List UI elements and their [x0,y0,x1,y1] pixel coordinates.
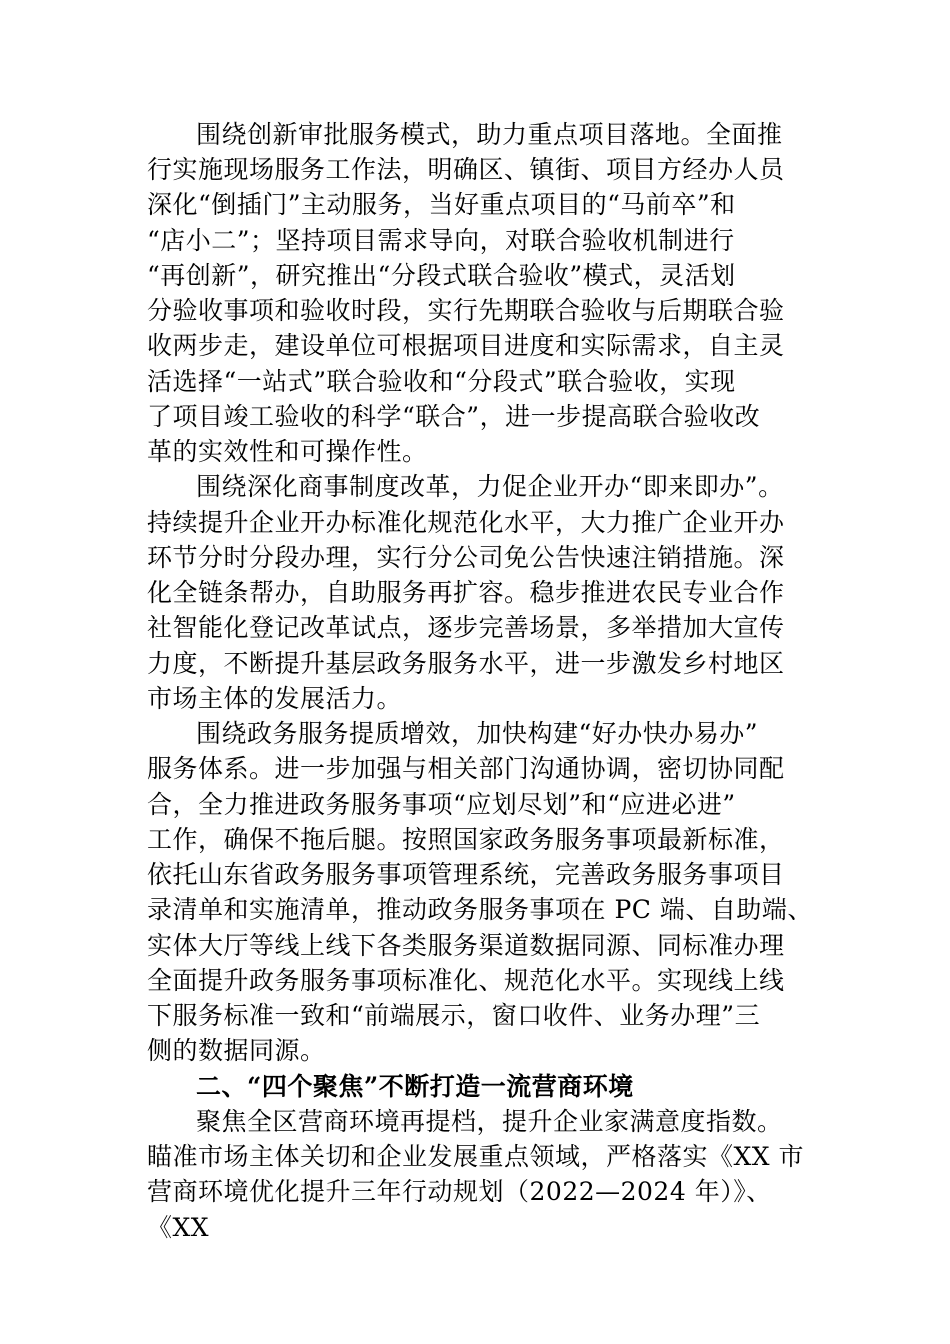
paragraph-2-line-4: 化全链条帮办，自助服务再扩容。稳步推进农民专业合作 [147,578,785,607]
paragraph-3-line-9: 下服务标准一致和“前端展示，窗口收件、业务办理”三 [147,1001,761,1030]
paragraph-3-line-4: 工作，确保不拖后腿。按照国家政务服务事项最新标准， [147,825,785,854]
paragraph-3-line-10: 侧的数据同源。 [147,1036,326,1065]
paragraph-3-line-3: 合，全力推进政务服务事项“应划尽划”和“应进必进” [147,790,736,819]
paragraph-1-line-1: 围绕创新审批服务模式，助力重点项目落地。全面推 [196,120,783,149]
paragraph-2-line-3: 环节分时分段办理，实行分公司免公告快速注销措施。深 [147,543,785,572]
paragraph-3-line-1: 围绕政务服务提质增效，加快构建“好办快办易办” [196,719,759,748]
paragraph-4-line-3: 营商环境优化提升三年行动规划（2022—2024 年）》、 [147,1177,772,1206]
section-heading: 二、“四个聚焦”不断打造一流营商环境 [196,1072,634,1101]
paragraph-1-line-8: 活选择“一站式”联合验收和“分段式”联合验收，实现 [147,367,736,396]
paragraph-1-line-7: 收两步走，建设单位可根据项目进度和实际需求，自主灵 [147,331,785,360]
paragraph-2-line-5: 社智能化登记改革试点，逐步完善场景，多举措加大宣传 [147,613,785,642]
paragraph-2-line-1: 围绕深化商事制度改革，力促企业开办“即来即办”。 [196,472,784,501]
paragraph-2-line-6: 力度，不断提升基层政务服务水平，进一步激发乡村地区 [147,649,785,678]
paragraph-4-line-1: 聚焦全区营商环境再提档，提升企业家满意度指数。 [196,1107,783,1136]
paragraph-3-line-5: 依托山东省政务服务事项管理系统，完善政务服务事项目 [147,860,785,889]
paragraph-2-line-2: 持续提升企业开办标准化规范化水平，大力推广企业开办 [147,508,785,537]
paragraph-3-line-7: 实体大厅等线上线下各类服务渠道数据同源、同标准办理 [147,931,785,960]
paragraph-1-line-6: 分验收事项和验收时段，实行先期联合验收与后期联合验 [147,296,785,325]
paragraph-4-line-2: 瞄准市场主体关切和企业发展重点领域，严格落实《XX 市 [147,1142,805,1171]
paragraph-1-line-4: “店小二”；坚持项目需求导向，对联合验收机制进行 [147,226,735,255]
paragraph-1-line-2: 行实施现场服务工作法，明确区、镇街、项目方经办人员 [147,155,785,184]
paragraph-2-line-7: 市场主体的发展活力。 [147,684,403,713]
paragraph-3-line-8: 全面提升政务服务事项标准化、规范化水平。实现线上线 [147,966,785,995]
paragraph-1-line-9: 了项目竣工验收的科学“联合”，进一步提高联合验收改 [147,402,761,431]
paragraph-1-line-3: 深化“倒插门”主动服务，当好重点项目的“马前卒”和 [147,190,736,219]
paragraph-3-line-2: 服务体系。进一步加强与相关部门沟通协调，密切协同配 [147,754,785,783]
paragraph-1-line-5: “再创新”，研究推出“分段式联合验收”模式，灵活划 [147,261,736,290]
paragraph-4-line-4: 《XX [147,1213,210,1242]
paragraph-1-line-10: 革的实效性和可操作性。 [147,437,428,466]
paragraph-3-line-6: 录清单和实施清单，推动政务服务事项在 PC 端、自助端、 [147,895,813,924]
